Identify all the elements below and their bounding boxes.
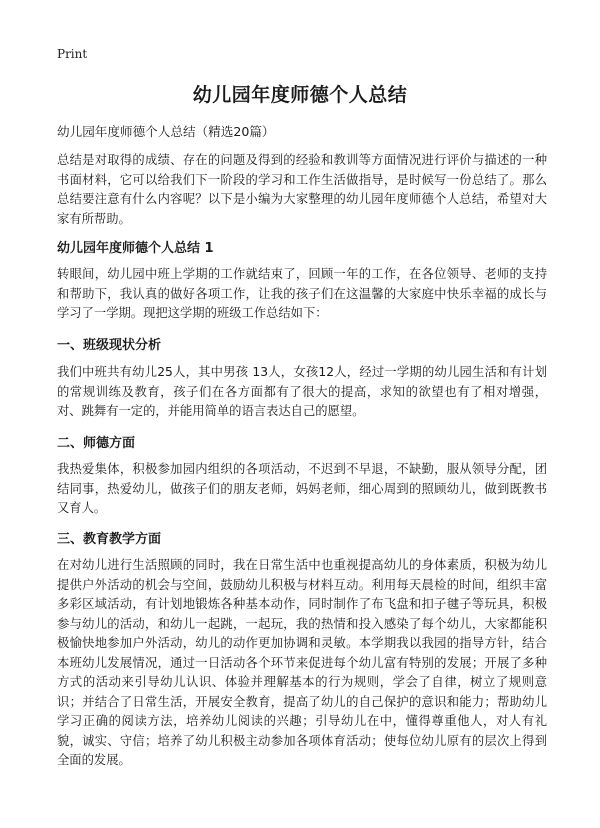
part-text-ethics: 我热爱集体，积极参加园内组织的各项活动，不迟到不早退，不缺勤，服从领导分配，团结同事，热爱幼儿，做孩子们的朋友老师，妈妈老师，细心周到的照顾幼儿，做到既教书又育人。	[57, 462, 547, 515]
page-title: 幼儿园年度师德个人总结	[192, 84, 408, 106]
print-link[interactable]: Print	[57, 47, 88, 61]
part-text-class-status: 我们中班共有幼儿25人，其中男孩 13人，女孩12人，经过一学期的幼儿园生活和有计划的常规训练及教育，孩子们在各方面都有了很大的提高，求知的欲望也有了相对增强，对、跳舞有一定的，并能用简单的语言表达自己的愿望。	[57, 365, 547, 418]
section-intro-paragraph: 转眼间，幼儿园中班上学期的工作就结束了，回顾一年的工作，在各位领导、老师的支持和帮助下，我认真的做好各项工作，让我的孩子们在这温馨的大家庭中快乐幸福的成长与学习了一学期。现把这学期的班级工作总结如下：	[57, 267, 547, 320]
intro-paragraph: 总结是对取得的成绩、存在的问题及得到的经验和教训等方面情况进行评价与描述的一种书面材料，它可以给我们下一阶段的学习和工作生活做指导，是时候写一份总结了。那么总结要注意有什么内容呢？以下是小编为大家整理的幼儿园年度师德个人总结，希望对大家有所帮助。	[57, 153, 547, 226]
part-heading-teaching: 三、教育教学方面	[57, 532, 162, 547]
part-heading-ethics: 二、师德方面	[57, 436, 136, 451]
document-subtitle: 幼儿园年度师德个人总结（精选20篇）	[57, 124, 275, 139]
part-heading-class-status: 一、班级现状分析	[57, 338, 162, 353]
section-title: 幼儿园年度师德个人总结 1	[57, 241, 214, 256]
part-text-teaching: 在对幼儿进行生活照顾的同时，我在日常生活中也重视提高幼儿的身体素质，积极为幼儿提供户外活动的机会与空间，鼓励幼儿积极与材料互动。利用每天晨检的时间，组织丰富多彩区域活动，有计划地锻炼各种基本动作，同时制作了布飞盘和扣子毽子等玩具，积极参与幼儿的活动，和幼儿一起跳，一起玩，我的热情和投入感染了每个幼儿，大家都能积极愉快地参加户外活动，幼儿的动作更加协调和灵敏。本学期我以我园的指导方针，结合本班幼儿发展情况，通过一日活动各个环节来促进每个幼儿富有特别的发展；开展了多种方式的活动来引导幼儿认识、体验并理解基本的行为规则，学会了自律，树立了规则意识；并结合了日常生活，开展安全教育，提高了幼儿的自己保护的意识和能力；帮助幼儿学习正确的阅读方法，培养幼儿阅读的兴趣；引导幼儿在中，懂得尊重他人，对人有礼貌，诚实、守信；培养了幼儿积极主动参加各项体育活动；使每位幼儿原有的层次上得到全面的发展。	[57, 558, 547, 767]
